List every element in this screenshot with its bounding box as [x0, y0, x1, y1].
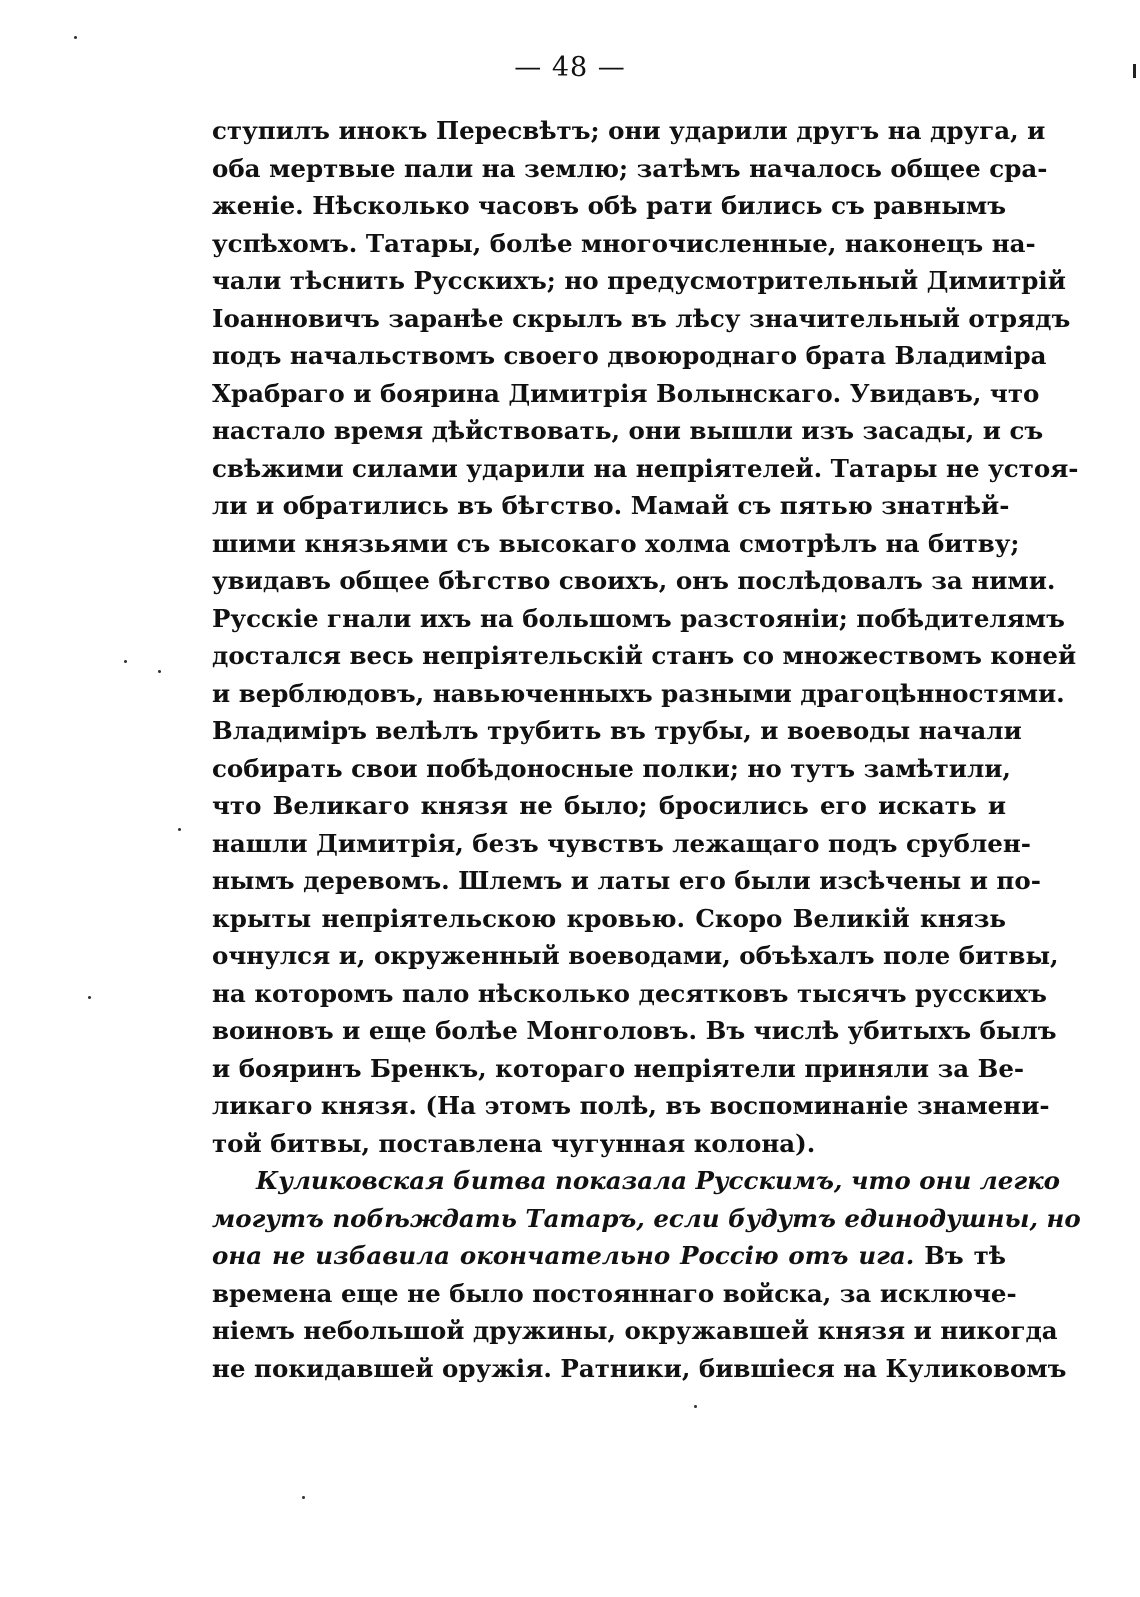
- page-number: — 48 —: [514, 52, 626, 83]
- italic-text-line: Куликовская битва показала Русскимъ, что они легко: [256, 1166, 1061, 1195]
- scan-speck: [302, 1496, 305, 1499]
- text-line: Храбраго и боярина Димитрія Волынскаго. Увидавъ, что: [212, 378, 1040, 408]
- text-line: нашли Димитрія, безъ чувствъ лежащаго подъ срублен-: [212, 828, 1031, 858]
- text-line: чали тѣснить Русскихъ; но предусмотрительный Димитрій: [212, 266, 1066, 295]
- text-line: собирать свои побѣдоносные полки; но тутъ замѣтили,: [212, 753, 1011, 783]
- italic-text-line: могутъ побѣждать Татаръ, если будутъ единодушны, но: [212, 1203, 1081, 1233]
- text-line: ликаго князя. (На этомъ полѣ, въ воспоминаніе знамени-: [212, 1091, 1050, 1120]
- text-line: крыты непріятельскою кровью. Скоро Великій князь: [212, 903, 1006, 933]
- text-line: ступилъ инокъ Пересвѣтъ; они ударили другъ на друга, и: [212, 116, 1046, 145]
- scan-speck: [694, 1405, 697, 1408]
- text-line-mixed: [212, 1237, 1006, 1275]
- text-line: Владиміръ велѣлъ трубить въ трубы, и воеводы начали: [212, 716, 1022, 745]
- text-line: женіе. Нѣсколько часовъ обѣ рати бились съ равнымъ: [212, 191, 1006, 220]
- text-line: не покидавшей оружія. Ратники, бившіеся на Куликовомъ: [212, 1353, 1067, 1383]
- text-line: увидавъ общее бѣгство своихъ, онъ послѣдовалъ за ними.: [212, 566, 1056, 595]
- text-line: настало время дѣйствовать, они вышли изъ засады, и съ: [212, 416, 1044, 445]
- text-line: оба мертвые пали на землю; затѣмъ началось общее сра-: [212, 153, 1048, 183]
- text-line: свѣжими силами ударили на непріятелей. Татары не устоя-: [212, 453, 1079, 483]
- body-text: [212, 112, 1081, 1387]
- scan-speck: [88, 996, 91, 999]
- text-line: очнулся и, окруженный воеводами, объѣхалъ поле битвы,: [212, 941, 1059, 970]
- text-line: времена еще не было постояннаго войска, за исключе-: [212, 1278, 1017, 1308]
- text-line: Русскіе гнали ихъ на большомъ разстояніи; побѣдителямъ: [212, 603, 1065, 633]
- scan-speck: [178, 828, 181, 831]
- scan-speck: [74, 36, 77, 39]
- text-line: воиновъ и еще болѣе Монголовъ. Въ числѣ убитыхъ былъ: [212, 1016, 1057, 1045]
- text-line: и бояринъ Бренкъ, котораго непріятели приняли за Ве-: [212, 1053, 1025, 1083]
- text-line: нымъ деревомъ. Шлемъ и латы его были изсѣчены и по-: [212, 866, 1041, 895]
- scan-speck: [158, 670, 161, 673]
- text-line: Іоанновичъ заранѣе скрылъ въ лѣсу значительный отрядъ: [212, 303, 1071, 333]
- italic-text-fragment: она не избавила окончательно Россію отъ ига.: [212, 1241, 915, 1270]
- text-line: достался весь непріятельскій станъ со множествомъ коней: [212, 641, 1077, 670]
- text-line: успѣхомъ. Татары, болѣе многочисленные, наконецъ на-: [212, 228, 1036, 258]
- text-line: и верблюдовъ, навьюченныхъ разными драгоцѣнностями.: [212, 678, 1065, 708]
- text-line: что Великаго князя не было; бросились его искать и: [212, 791, 1006, 820]
- text-line: шими князьями съ высокаго холма смотрѣлъ на битву;: [212, 528, 1020, 558]
- text-line: ніемъ небольшой дружины, окружавшей князя и никогда: [212, 1316, 1058, 1345]
- scan-speck: [124, 660, 127, 663]
- text-line: подъ начальствомъ своего двоюроднаго брата Владиміра: [212, 341, 1047, 370]
- text-line: ли и обратились въ бѣгство. Мамай съ пятью знатнѣй-: [212, 491, 1010, 520]
- text-line: той битвы, поставлена чугунная колона).: [212, 1128, 816, 1158]
- text-fragment: Въ тѣ: [914, 1241, 1006, 1270]
- text-line: на которомъ пало нѣсколько десятковъ тысячъ русскихъ: [212, 978, 1047, 1008]
